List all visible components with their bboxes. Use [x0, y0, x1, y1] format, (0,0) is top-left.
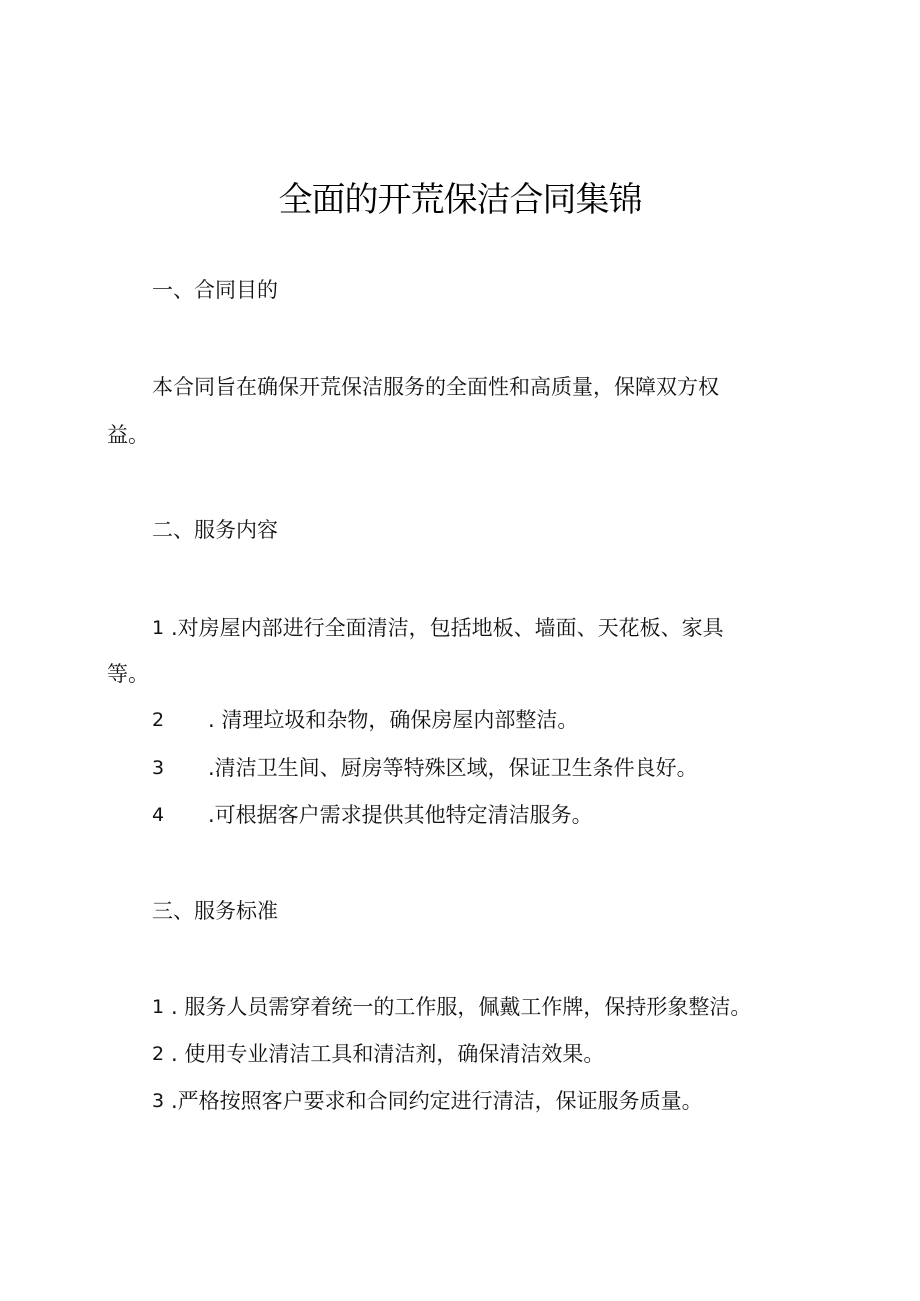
content-item-number: 2 — [152, 709, 165, 731]
purpose-paragraph-line-1: 本合同旨在确保开荒保洁服务的全面性和高质量，保障双方权 — [152, 375, 719, 399]
standard-item-text: . 使用专业清洁工具和清洁剂，确保清洁效果。 — [171, 1042, 605, 1066]
section-heading-standard: 三、服务标准 — [152, 899, 278, 923]
document-title: 全面的开荒保洁合同集锦 — [278, 180, 642, 220]
content-item-text-continued: 等。 — [107, 662, 149, 686]
section-heading-content: 二、服务内容 — [152, 518, 278, 542]
content-item-number: 3 — [152, 757, 165, 779]
content-item-text: . 清理垃圾和杂物，确保房屋内部整洁。 — [208, 708, 579, 732]
content-item-text: .可根据客户需求提供其他特定清洁服务。 — [208, 803, 593, 827]
section-heading-purpose: 一、合同目的 — [152, 278, 278, 302]
standard-item-number: 1 — [152, 996, 165, 1018]
standard-item-text: .严格按照客户要求和合同约定进行清洁，保证服务质量。 — [171, 1089, 703, 1113]
content-item-number: 4 — [152, 804, 165, 826]
standard-item-text: . 服务人员需穿着统一的工作服，佩戴工作牌，保持形象整洁。 — [171, 995, 752, 1019]
standard-item-number: 3 — [152, 1090, 165, 1112]
purpose-paragraph-line-2: 益。 — [107, 423, 149, 447]
content-item-text: .对房屋内部进行全面清洁，包括地板、墙面、天花板、家具 — [171, 616, 724, 640]
standard-item-number: 2 — [152, 1043, 165, 1065]
content-item-text: .清洁卫生间、厨房等特殊区域，保证卫生条件良好。 — [208, 756, 698, 780]
content-item-number: 1 — [152, 617, 165, 639]
